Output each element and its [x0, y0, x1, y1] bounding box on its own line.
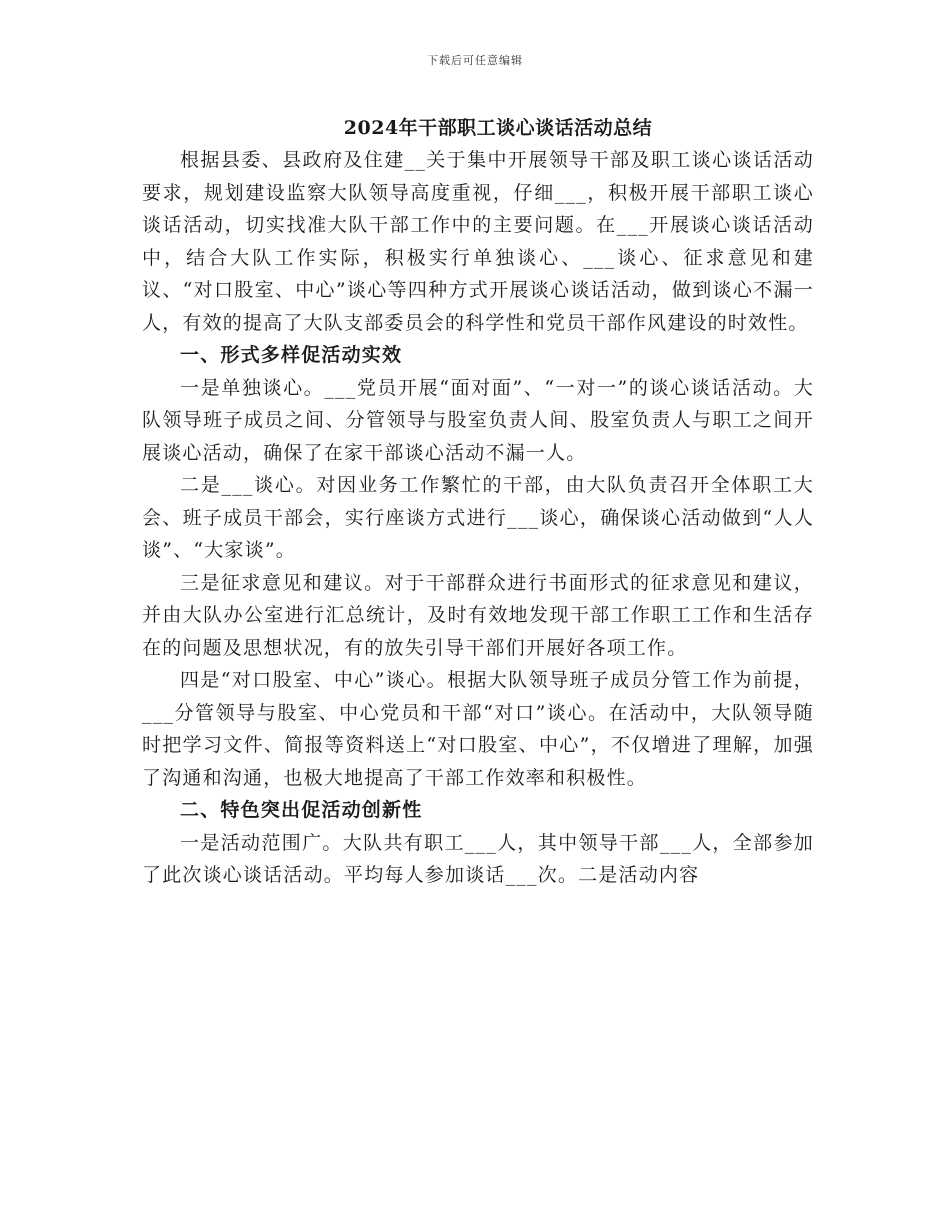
- section-1-paragraph-4: 四是“对口股室、中心”谈心。根据大队领导班子成员分管工作为前提，___分管领导与股室、中心党员和干部“对口”谈心。在活动中，大队领导随时把学习文件、简报等资料送上“对口股室、中心”，不仅增进了理解，加强了沟通和沟通，也极大地提高了干部工作效率和积极性。: [142, 669, 814, 789]
- section-2-paragraph-1: 一是活动范围广。大队共有职工___人，其中领导干部___人，全部参加了此次谈心谈话活动。平均每人参加谈话___次。二是活动内容: [142, 831, 814, 886]
- document-body: [142, 112, 814, 892]
- section-2-heading: 二、特色突出促活动创新性: [180, 799, 423, 821]
- section-1-heading: 一、形式多样促活动实效: [180, 344, 403, 366]
- document-title: 2024年干部职工谈心谈话活动总结: [343, 117, 653, 139]
- section-1-paragraph-2: 二是___谈心。对因业务工作繁忙的干部，由大队负责召开全体职工大会、班子成员干部会，实行座谈方式进行___谈心，确保谈心活动做到“人人谈”、“大家谈”。: [142, 474, 814, 561]
- section-1-paragraph-1: 一是单独谈心。___党员开展“面对面”、“一对一”的谈心谈话活动。大队领导班子成员之间、分管领导与股室负责人间、股室负责人与职工之间开展谈心活动，确保了在家干部谈心活动不漏一人。: [142, 376, 814, 464]
- section-1-paragraph-3: 三是征求意见和建议。对于干部群众进行书面形式的征求意见和建议，并由大队办公室进行汇总统计，及时有效地发现干部工作职工工作和生活存在的问题及思想状况，有的放失引导干部们开展好各项工作。: [142, 571, 814, 659]
- intro-paragraph: 根据县委、县政府及住建__关于集中开展领导干部及职工谈心谈话活动要求，规划建设监察大队领导高度重视，仔细___，积极开展干部职工谈心谈话活动，切实找准大队干部工作中的主要问题。在___开展谈心谈话活动中，结合大队工作实际，积极实行单独谈心、___谈心、征求意见和建议、“对口股室、中心”谈心等四种方式开展谈心谈话活动，做到谈心不漏一人，有效的提高了大队支部委员会的科学性和党员干部作风建设的时效性。: [142, 149, 814, 334]
- header-note: 下载后可任意编辑: [427, 54, 523, 67]
